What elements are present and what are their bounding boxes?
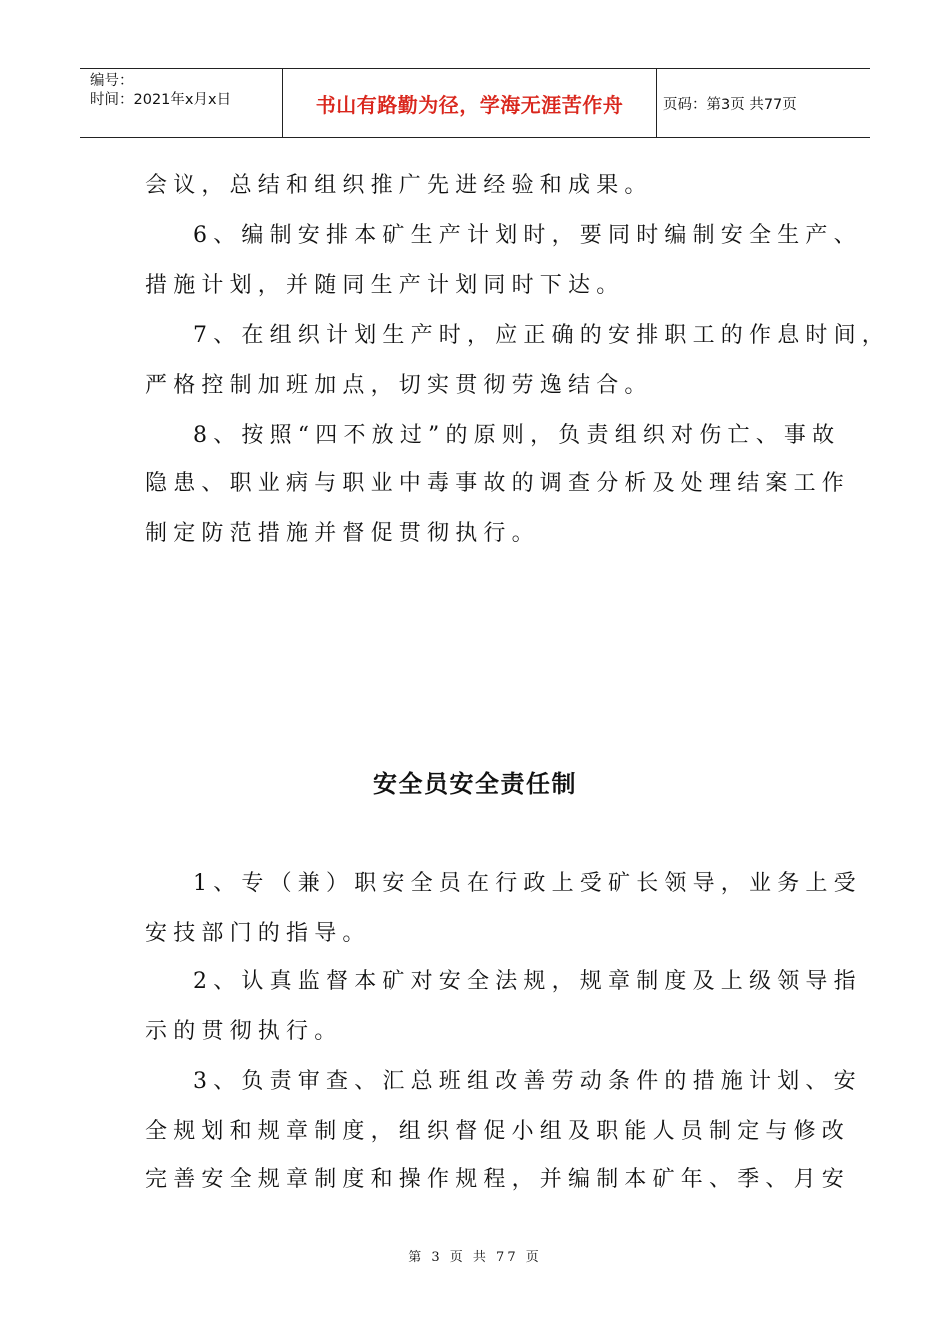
body-line: 6、编制安排本矿生产计划时，要同时编制安全生产、 bbox=[193, 223, 862, 248]
section-line: 1、专（兼）职安全员在行政上受矿长领导，业务上受 bbox=[193, 871, 862, 896]
body-line: 会议，总结和组织推广先进经验和成果。 bbox=[145, 173, 653, 198]
section-line: 3、负责审查、汇总班组改善劳动条件的措施计划、安 bbox=[193, 1069, 862, 1094]
body-line: 8、按照“四不放过”的原则，负责组织对伤亡、事故 bbox=[193, 423, 841, 448]
number-label: 编号： bbox=[90, 73, 134, 89]
body-line: 制定防范措施并督促贯彻执行。 bbox=[145, 521, 540, 546]
section-line: 全规划和规章制度，组织督促小组及职能人员制定与修改 bbox=[145, 1119, 851, 1144]
body-line: 7、在组织计划生产时，应正确的安排职工的作息时间， bbox=[193, 323, 890, 348]
page-header bbox=[80, 68, 870, 138]
section-title: 安全员安全责任制 bbox=[373, 770, 577, 798]
body-line: 措施计划，并随同生产计划同时下达。 bbox=[145, 273, 625, 298]
body-line: 严格控制加班加点，切实贯彻劳逸结合。 bbox=[145, 373, 653, 398]
time-label: 时间：2021年x月x日 bbox=[90, 92, 232, 108]
page-footer: 第 3 页 共 77 页 bbox=[408, 1250, 542, 1265]
section-line: 2、认真监督本矿对安全法规，规章制度及上级领导指 bbox=[193, 969, 862, 994]
header-page-label: 页码：第3页 共77页 bbox=[663, 96, 797, 113]
section-line: 完善安全规章制度和操作规程，并编制本矿年、季、月安 bbox=[145, 1167, 851, 1192]
header-meta bbox=[80, 69, 283, 137]
section-line: 安技部门的指导。 bbox=[145, 921, 371, 946]
body-line: 隐患、职业病与职业中毒事故的调查分析及处理结案工作 bbox=[145, 471, 851, 496]
header-motto: 书山有路勤为径，学海无涯苦作舟 bbox=[283, 69, 657, 137]
section-line: 示的贯彻执行。 bbox=[145, 1019, 343, 1044]
